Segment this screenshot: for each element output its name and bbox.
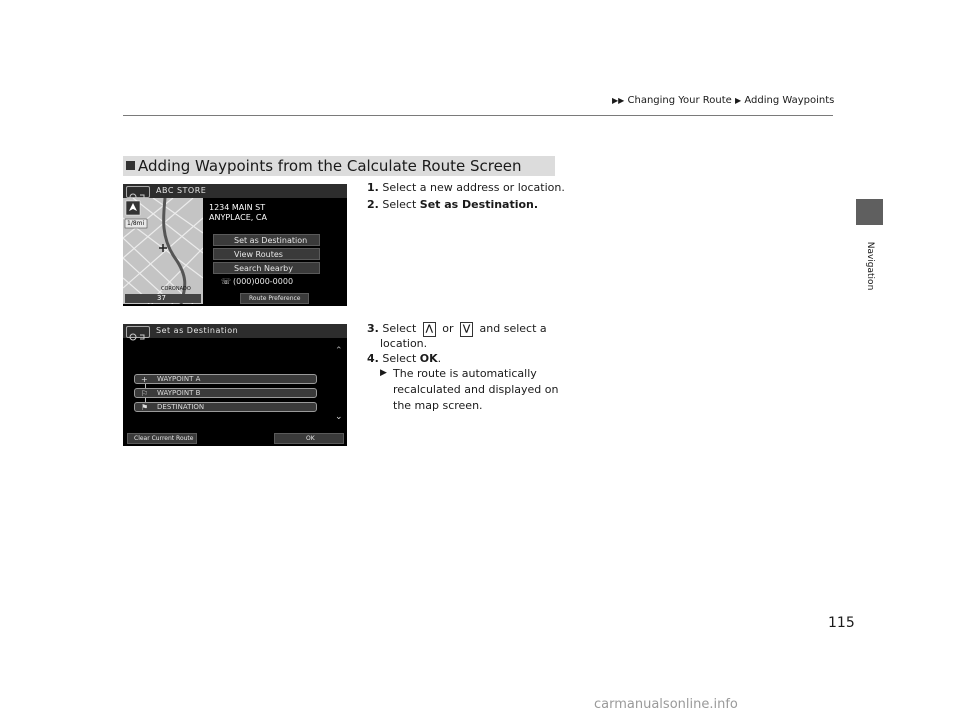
search-nearby-button[interactable]: Search Nearby [213, 262, 320, 274]
breadcrumb-parent: Changing Your Route [627, 95, 732, 106]
phone-icon: ☏ [221, 277, 232, 286]
watermark: carmanualsonline.info [594, 697, 738, 712]
map-bottom-value: 37 [157, 294, 166, 302]
back-arrow-icon [127, 332, 149, 342]
plus-icon: + [141, 375, 148, 384]
route-preference-button[interactable]: Route Preference [240, 293, 309, 304]
destination-flag-icon: ⚑ [141, 403, 149, 412]
screen-title: Set as Destination [156, 326, 239, 335]
screenshot-place-details [123, 184, 347, 306]
destination-item[interactable] [134, 402, 317, 412]
double-arrow-icon: ▶▶ [612, 96, 625, 105]
section-square-icon [126, 161, 135, 170]
result-line-1: The route is automatically [393, 367, 537, 380]
step-1-number: 1. [367, 181, 379, 194]
screen-header [123, 184, 347, 198]
waypoint-b-item[interactable] [134, 388, 317, 398]
step-4-post: . [437, 352, 442, 365]
screenshot-set-as-destination [123, 324, 347, 446]
arrow-icon: ▶ [735, 96, 742, 105]
result-arrow-icon: ▶ [380, 368, 387, 378]
step-1-text: Select a new address or location. [382, 181, 565, 194]
map-street-label: CORONADO [161, 286, 191, 292]
back-button[interactable] [126, 326, 150, 338]
step-3-line-2: location. [380, 337, 428, 350]
header-rule [123, 115, 833, 116]
step-3-pre: Select [382, 322, 417, 335]
ok-button[interactable]: OK [274, 433, 344, 444]
step-2-pre: Select [382, 198, 420, 211]
scroll-down-icon[interactable]: ⌄ [335, 412, 343, 422]
result-line-3: the map screen. [393, 399, 483, 412]
result-line-2: recalculated and displayed on [393, 383, 559, 396]
step-4-bold: OK [419, 352, 438, 365]
address-line-2: ANYPLACE, CA [209, 213, 267, 222]
clear-current-route-button[interactable]: Clear Current Route [127, 433, 197, 444]
set-as-destination-button[interactable]: Set as Destination [213, 234, 320, 246]
waypoint-label: DESTINATION [157, 403, 205, 411]
section-heading [123, 156, 555, 176]
chapter-tab-label: Navigation [864, 241, 875, 291]
breadcrumb [612, 95, 834, 106]
back-button[interactable] [126, 186, 150, 198]
step-1 [367, 180, 565, 196]
step-3-or: or [442, 322, 454, 335]
step-4 [367, 351, 441, 367]
address-line-1: 1234 MAIN ST [209, 203, 266, 212]
up-arrow-icon: ⋀ [423, 322, 436, 337]
map-view[interactable] [123, 198, 203, 304]
waypoint-label: WAYPOINT A [157, 375, 201, 383]
breadcrumb-current: Adding Waypoints [744, 95, 835, 106]
step-2-bold: Set as Destination. [419, 198, 539, 211]
flag-icon: ⚐ [141, 389, 149, 398]
step-4-pre: Select [382, 352, 420, 365]
phone-number: (000)000-0000 [233, 277, 294, 286]
map-scale: 1/8mi [127, 220, 145, 227]
step-3-number: 3. [367, 322, 379, 335]
call-phone-button[interactable] [213, 276, 320, 288]
step-2-number: 2. [367, 198, 379, 211]
step-3-post: and select a [479, 322, 547, 335]
step-4-number: 4. [367, 352, 379, 365]
waypoint-label: WAYPOINT B [157, 389, 201, 397]
screen-header [123, 324, 347, 338]
step-2 [367, 197, 538, 213]
section-title: Adding Waypoints from the Calculate Route Screen [138, 157, 522, 175]
waypoint-a-item[interactable] [134, 374, 317, 384]
screen-title: ABC STORE [156, 186, 207, 195]
view-routes-button[interactable]: View Routes [213, 248, 320, 260]
scroll-up-icon[interactable]: ⌃ [335, 346, 343, 356]
step-3 [367, 321, 547, 337]
down-arrow-icon: ⋁ [460, 322, 473, 337]
page-number: 115 [828, 615, 855, 631]
chapter-tab-marker [856, 199, 883, 225]
